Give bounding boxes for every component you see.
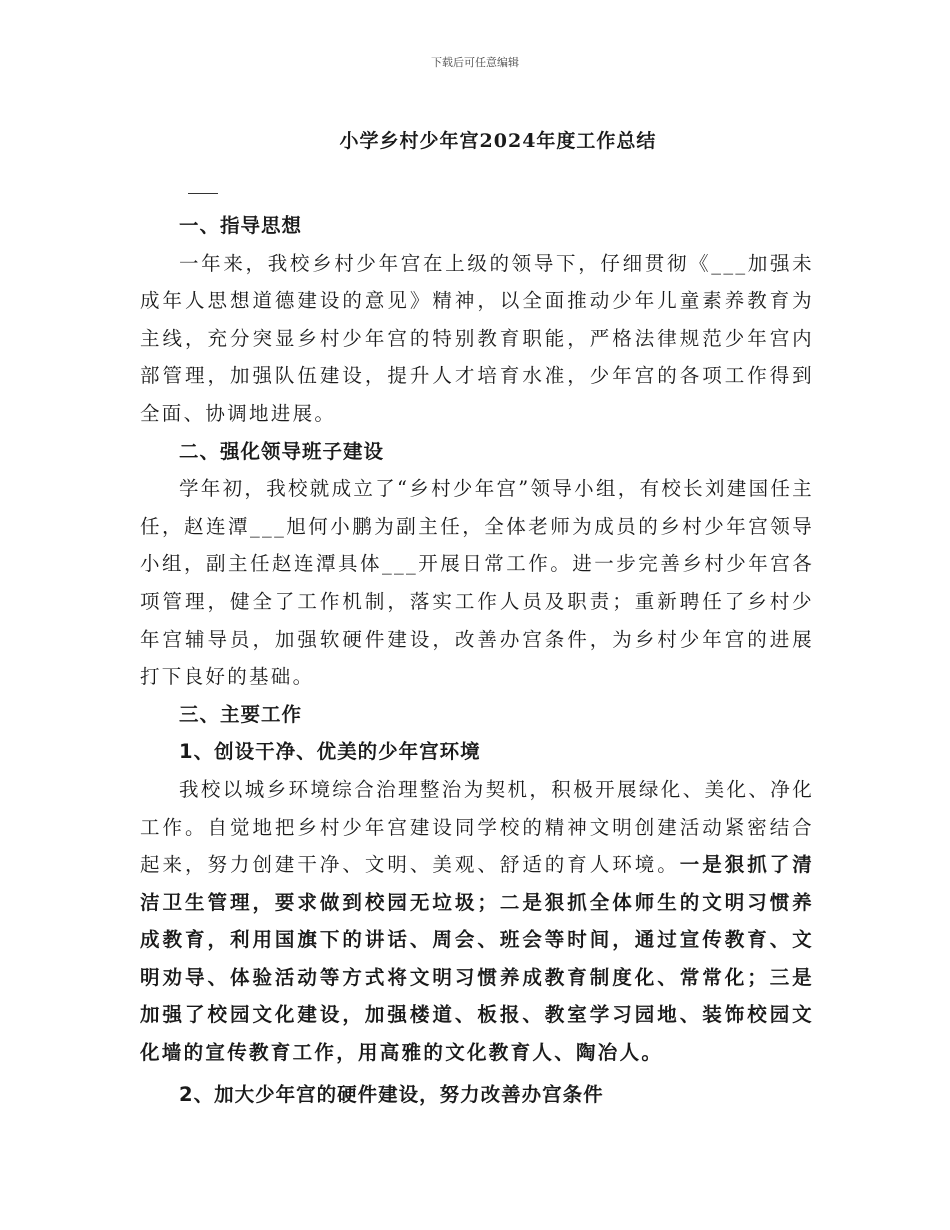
header-note: 下载后可任意编辑 [431, 56, 519, 69]
subsection-heading-hardware: 2、加大少年宫的硬件建设，努力改善办宫条件 [179, 1082, 604, 1106]
section-heading-main-work: 三、主要工作 [179, 702, 303, 726]
short-rule-divider [188, 193, 218, 194]
section-heading-leadership: 二、强化领导班子建设 [179, 439, 385, 463]
paragraph-environment-normal: 我校以城乡环境综合治理整治为契机，积极开展绿化、美化、净化工作。自觉地把乡村少年宫建设同学校的精神文明创建活动紧密结合起来，努力创建干净、文明、美观、舒适的育人环境。 [140, 777, 814, 877]
section-heading-guiding-ideology: 一、指导思想 [179, 214, 303, 237]
document-body [140, 207, 814, 1113]
paragraph-environment [140, 771, 814, 1072]
document-title: 小学乡村少年宫2024年度工作总结 [339, 130, 657, 152]
subsection-heading-environment: 1、创设干净、优美的少年宫环境 [179, 740, 481, 764]
paragraph-environment-bold: 一是狠抓了清洁卫生管理，要求做到校园无垃圾；二是狠抓全体师生的文明习惯养成教育，利用国旗下的讲话、周会、班会等时间，通过宣传教育、文明劝导、体验活动等方式将文明习惯养成教育制度化、常常化；三是加强了校园文化建设，加强楼道、板报、教室学习园地、装饰校园文化墙的宣传教育工作，用高雅的文化教育人、陶冶人。 [140, 853, 814, 1065]
paragraph-leadership: 学年初，我校就成立了“乡村少年宫”领导小组，有校长刘建国任主任，赵连潭___旭何小鹏为副主任，全体老师为成员的乡村少年宫领导小组，副主任赵连潭具体___开展日常工作。进一步完善乡村少年宫各项管理，健全了工作机制，落实工作人员及职责；重新聘任了乡村少年宫辅导员，加强软硬件建设，改善办宫条件，为乡村少年宫的进展打下良好的基础。 [140, 477, 814, 689]
paragraph-guiding-ideology: 一年来，我校乡村少年宫在上级的领导下，仔细贯彻《___加强未成年人思想道德建设的意见》精神，以全面推动少年儿童素养教育为主线，充分突显乡村少年宫的特别教育职能，严格法律规范少年宫内部管理，加强队伍建设，提升人才培育水准，少年宫的各项工作得到全面、协调地进展。 [140, 251, 814, 425]
